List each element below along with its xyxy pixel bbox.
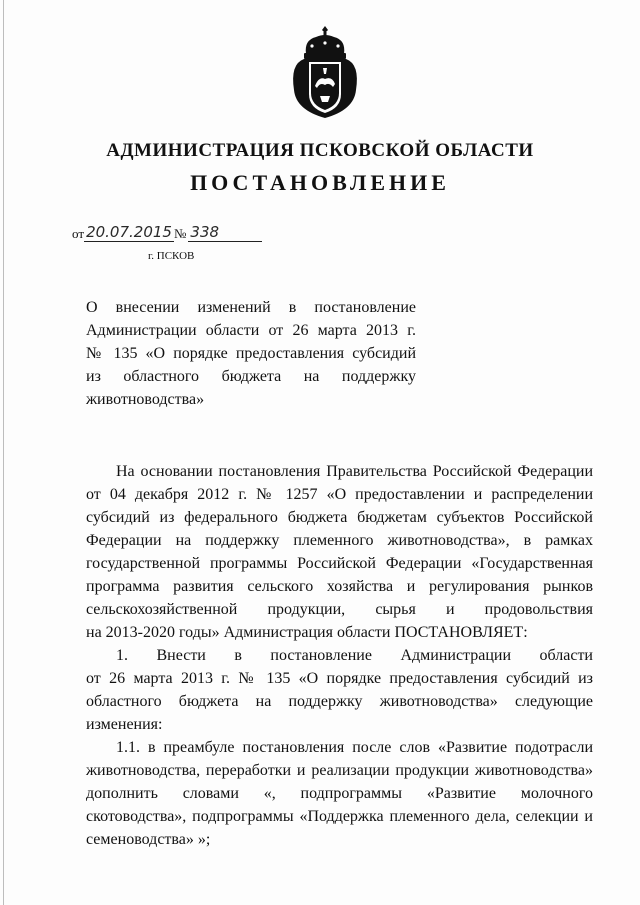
body-line: на 2013-2020 годы» Администрация области ПОСТАНОВЛЯЕТ:	[86, 624, 528, 641]
body-line: от 26 марта 2013 г. № 135 «О порядке предоставления субсидий из	[86, 670, 593, 687]
body-line: областного бюджета на поддержку животноводства» следующие	[86, 693, 593, 710]
document-body	[86, 460, 593, 851]
body-line: скотоводства», подпрограммы «Поддержка племенного дела, селекции и	[86, 808, 593, 825]
handwritten-date: 20.07.2015	[84, 224, 174, 242]
body-line: субсидий из федерального бюджета бюджетам субъектов Российской	[86, 509, 593, 526]
organization-title: АДМИНИСТРАЦИЯ ПСКОВСКОЙ ОБЛАСТИ	[106, 140, 534, 161]
handwritten-number: 338	[188, 224, 262, 242]
body-line: изменения:	[86, 716, 163, 733]
number-prefix: №	[174, 226, 187, 241]
body-line: государственной программы Российской Федерации «Государственная	[86, 555, 593, 572]
body-line: от 04 декабря 2012 г. № 1257 «О предоставлении и распределении	[86, 486, 593, 503]
subject-line: О внесении изменений в постановление	[86, 299, 416, 316]
coat-of-arms-emblem	[290, 24, 360, 120]
body-line: программа развития сельского хозяйства и регулирования рынков	[86, 578, 593, 595]
body-line: семеноводства» »;	[86, 831, 211, 848]
body-line: сельскохозяйственной продукции, сырья и продовольствия	[86, 601, 593, 618]
body-line: дополнить словами «, подпрограммы «Развитие молочного	[86, 785, 593, 802]
body-line: Федерации на поддержку племенного животноводства», в рамках	[86, 532, 593, 549]
document-type-title: ПОСТАНОВЛЕНИЕ	[190, 170, 450, 195]
subject-line: Администрации области от 26 марта 2013 г.	[86, 322, 416, 339]
document-subject	[86, 296, 416, 411]
city-label: г. ПСКОВ	[148, 250, 195, 262]
scan-edge	[3, 0, 4, 905]
date-prefix: от	[72, 226, 85, 241]
body-line: животноводства, переработки и реализации продукции животноводства»	[86, 762, 593, 779]
body-line: На основании постановления Правительства Российской Федерации	[116, 463, 593, 480]
subject-line: из областного бюджета на поддержку	[86, 368, 416, 385]
body-line: 1. Внести в постановление Администрации области	[116, 647, 593, 664]
body-line: 1.1. в преамбуле постановления после слов «Развитие подотрасли	[116, 739, 593, 756]
subject-line: животноводства»	[86, 391, 205, 408]
subject-line: № 135 «О порядке предоставления субсидий	[86, 345, 416, 362]
date-number-line	[72, 224, 262, 242]
